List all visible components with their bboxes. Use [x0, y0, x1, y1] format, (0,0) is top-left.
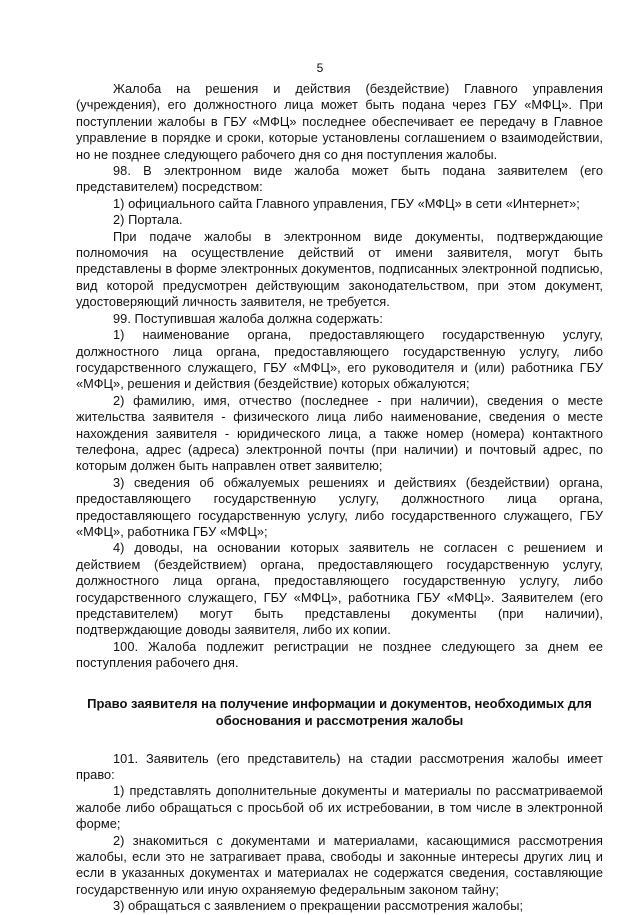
document-body — [76, 81, 603, 915]
paragraph-99-item-2: 2) фамилию, имя, отчество (последнее - при наличии), сведения о месте жительства заявителя - физического лица либо наименование, сведения о месте нахождения заявителя - юридического лица, а также номер (номера) контактного телефона, адрес (адреса) электронной почты (при наличии) и почтовый адрес, по которым должен быть направлен ответ заявителю; — [76, 392, 603, 474]
paragraph-101-item-1: 1) представлять дополнительные документы и материалы по рассматриваемой жалобе либо обращаться с просьбой об их истребовании, в том числе в электронной форме; — [76, 783, 603, 832]
paragraph-100: 100. Жалоба подлежит регистрации не позднее следующего за днем ее поступления рабочего дня. — [76, 638, 603, 671]
paragraph-98-item-2: 2) Портала. — [113, 212, 183, 228]
paragraph-99: 99. Поступившая жалоба должна содержать: — [113, 310, 383, 326]
paragraph-101-item-2: 2) знакомиться с документами и материалами, касающимися рассмотрения жалобы, если это не затрагивает права, свободы и законные интересы других лиц и если в указанных документах и материалах не содержатся сведения, составляющие государственную или иную охраняемую федеральным законом тайну; — [76, 832, 603, 897]
paragraph-99-item-3: 3) сведения об обжалуемых решениях и действиях (бездействии) органа, предоставляющего государственную услугу, должностного лица органа, предоставляющего государственную услугу, либо государственного служащего, ГБУ «МФЦ», работника ГБУ «МФЦ»; — [76, 474, 603, 539]
page-number: 5 — [316, 61, 324, 75]
paragraph-98-item-1: 1) официального сайта Главного управления, ГБУ «МФЦ» в сети «Интернет»; — [113, 195, 580, 211]
section-heading-line-2: обоснования и рассмотрения жалобы — [215, 712, 464, 728]
paragraph-101: 101. Заявитель (его представитель) на стадии рассмотрения жалобы имеет право: — [76, 750, 603, 783]
paragraph-electronic-documents: При подаче жалобы в электронном виде документы, подтверждающие полномочия на осуществление действий от имени заявителя, могут быть представлены в форме электронных документов, подписанных электронной подписью, вид которой предусмотрен действующим законодательством, при этом документ, удостоверяющий личность заявителя, не требуется. — [76, 228, 603, 310]
section-heading-line-1: Право заявителя на получение информации и документов, необходимых для — [87, 695, 592, 711]
paragraph-99-item-4: 4) доводы, на основании которых заявитель не согласен с решением и действием (бездействием) органа, предоставляющего государственную услугу, должностного лица органа, предоставляющего государственную услугу, либо государственного служащего, ГБУ «МФЦ», работника ГБУ «МФЦ». Заявителем (его представителем) могут быть представлены документы (при наличии), подтверждающие доводы заявителя, либо их копии. — [76, 540, 603, 638]
paragraph-101-item-3: 3) обращаться с заявлением о прекращении рассмотрения жалобы; — [113, 898, 524, 914]
section-heading — [76, 695, 603, 729]
paragraph-complaint-via-mfc: Жалоба на решения и действия (бездействие) Главного управления (учреждения), его должностного лица может быть подана через ГБУ «МФЦ». При поступлении жалобы в ГБУ «МФЦ» последнее обеспечивает ее передачу в Главное управление в порядке и сроки, которые установлены соглашением о взаимодействии, но не позднее следующего рабочего дня со дня поступления жалобы. — [76, 81, 603, 162]
paragraph-99-item-1: 1) наименование органа, предоставляющего государственную услугу, должностного лица органа, предоставляющего государственную услугу, либо государственного служащего, ГБУ «МФЦ», его руководителя и (или) работника ГБУ «МФЦ», решения и действия (бездействие) которых обжалуются; — [76, 327, 603, 392]
paragraph-98: 98. В электронном виде жалоба может быть подана заявителем (его представителем) посредством: — [76, 163, 603, 195]
